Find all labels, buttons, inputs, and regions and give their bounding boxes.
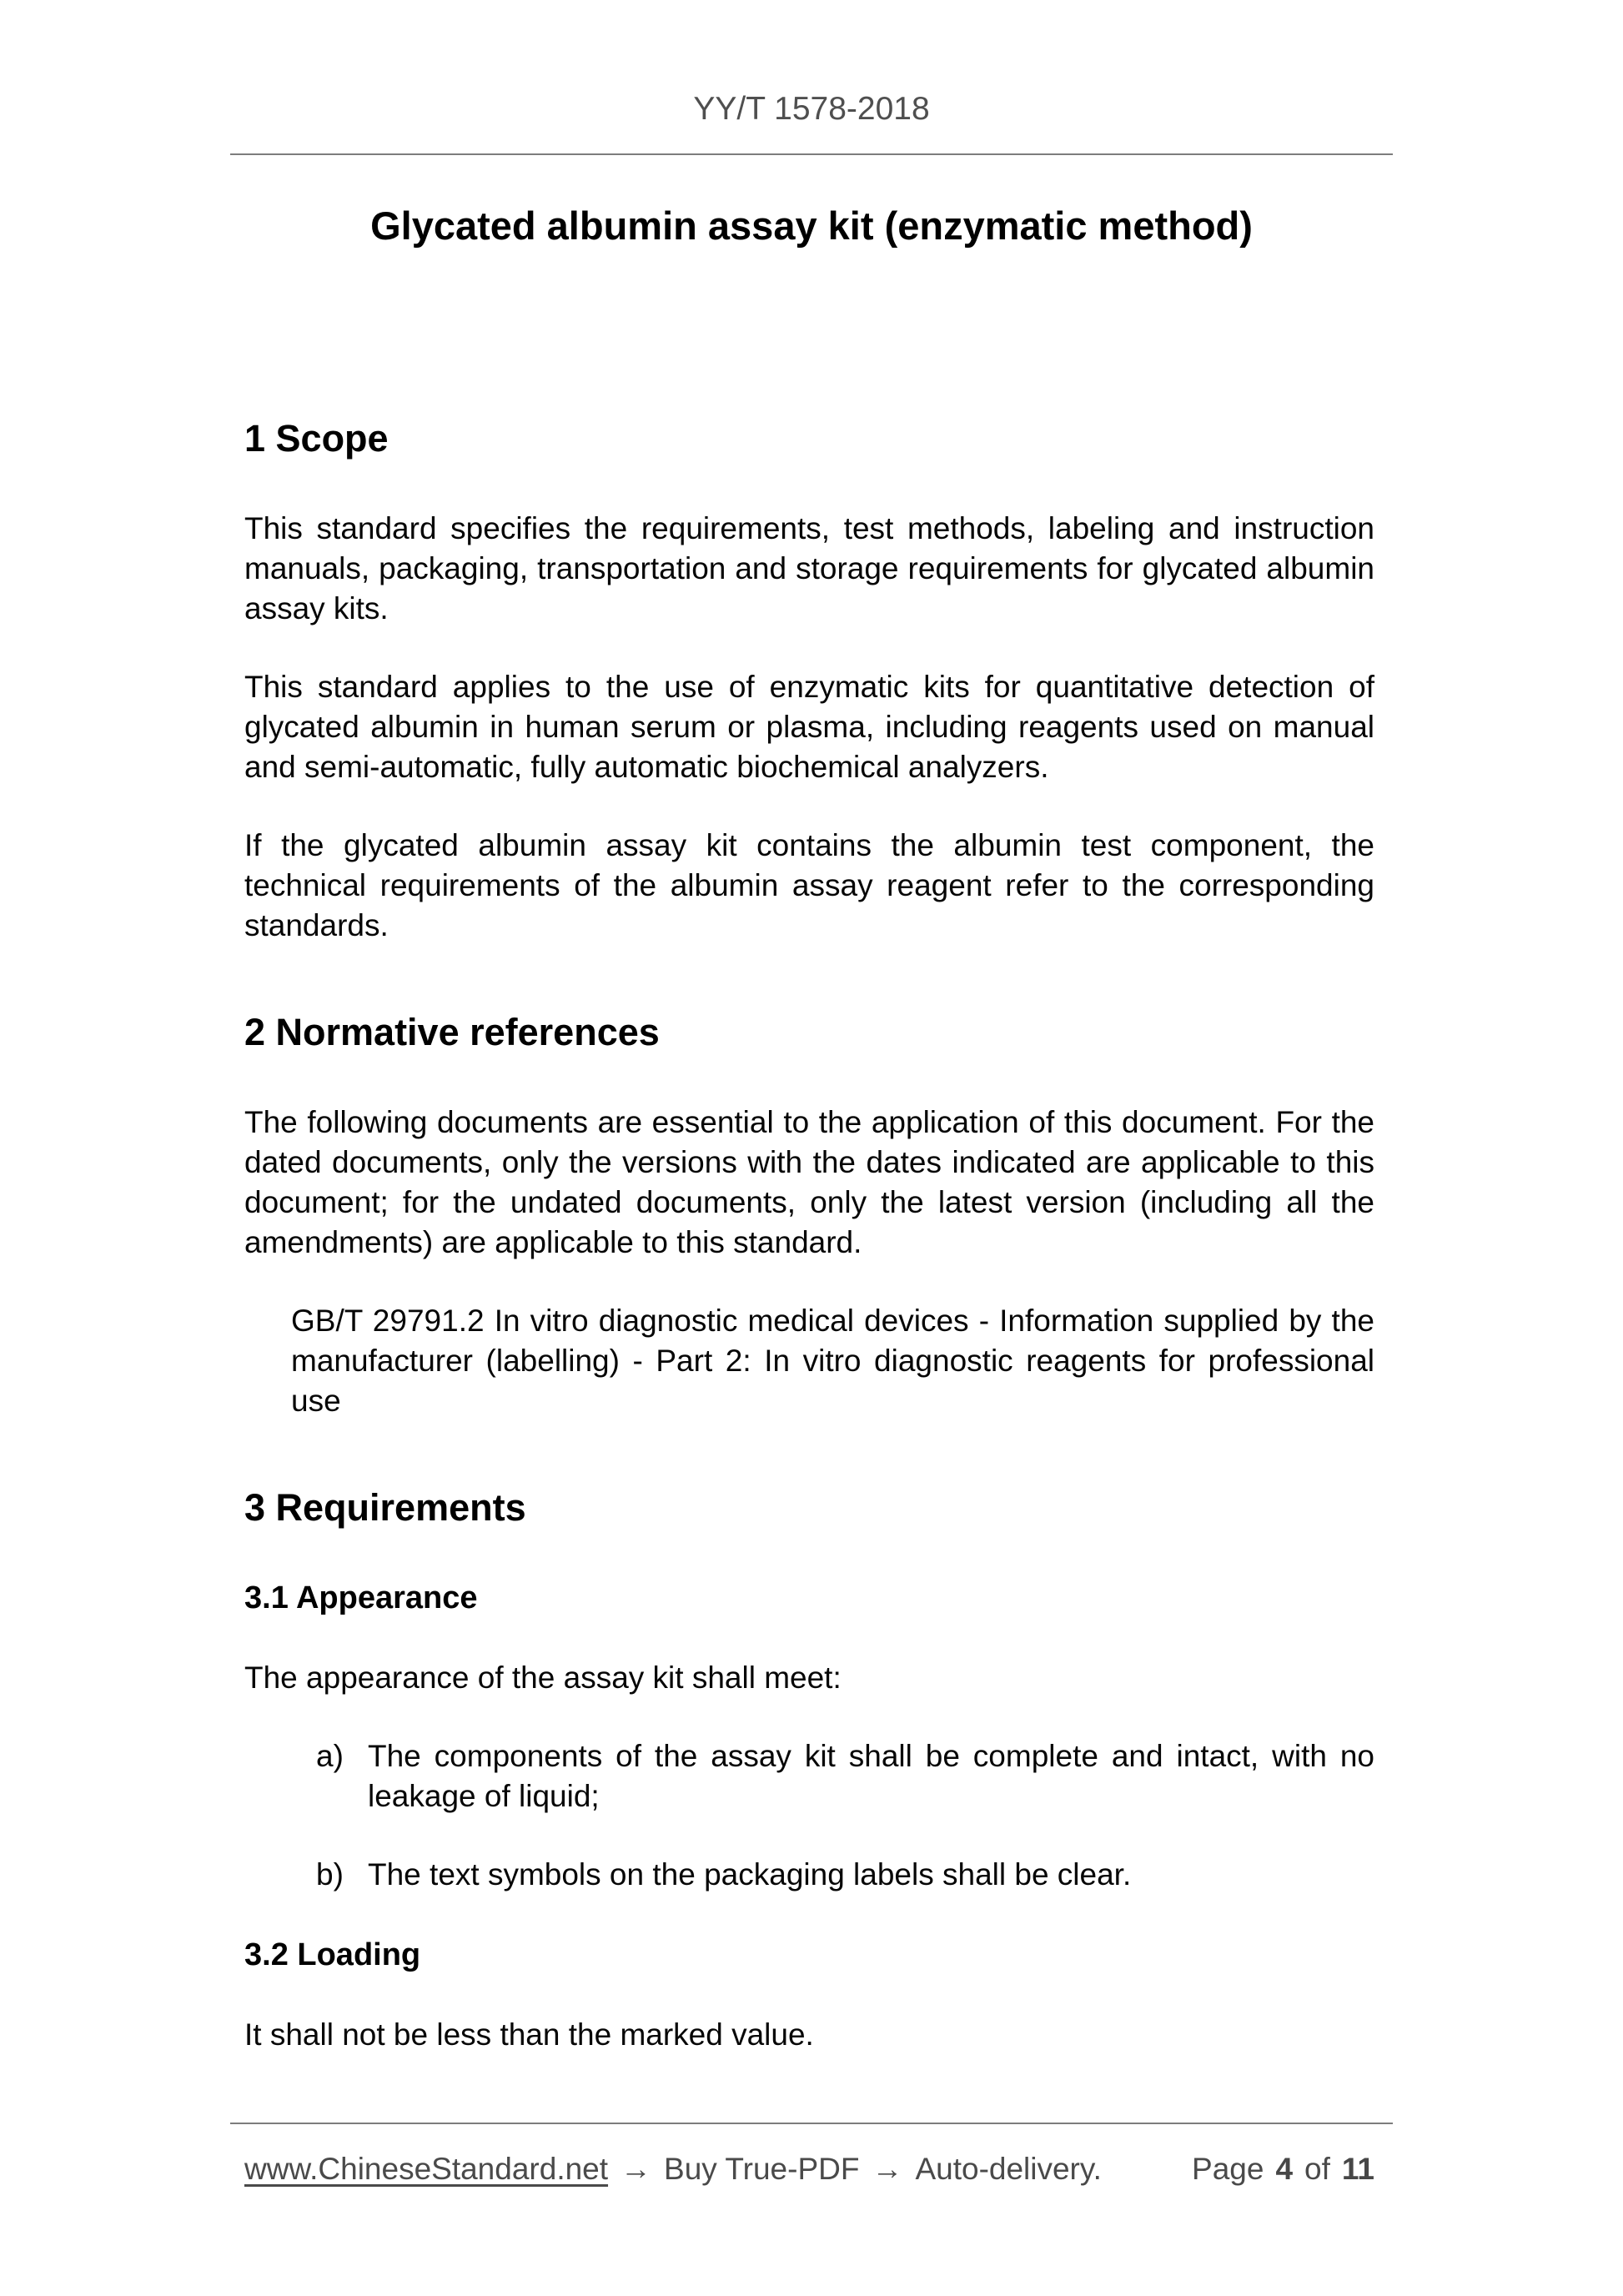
footer-rule bbox=[230, 2123, 1393, 2124]
header-rule bbox=[230, 153, 1393, 155]
subsection-heading-loading: 3.2 Loading bbox=[244, 1937, 421, 1972]
list-marker-b: b) bbox=[316, 1857, 344, 1892]
footer-row bbox=[230, 2150, 1393, 2188]
footer-buy-text: Buy True-PDF bbox=[664, 2152, 860, 2186]
arrow-right-icon: → bbox=[872, 2152, 903, 2186]
list-item-a bbox=[244, 1736, 1374, 1816]
site-link[interactable]: www.ChineseStandard.net bbox=[244, 2152, 609, 2186]
running-header bbox=[230, 90, 1393, 128]
scope-paragraph-2: This standard applies to the use of enzymatic kits for quantitative detection of glycated albumin in human serum or plasma, including reagents used on manual and semi-automatic, fully automatic biochemical analyzers. bbox=[244, 670, 1374, 784]
page-total: 11 bbox=[1341, 2152, 1374, 2186]
list-item-b bbox=[244, 1855, 1374, 1895]
section-heading-normative-references: 2 Normative references bbox=[244, 1011, 660, 1053]
normative-paragraph: The following documents are essential to the application of this document. For the dated documents, only the versions with the dates indicated are applicable to this document; for the undated documents, only the latest version (including all the amendments) are applicable to this standard. bbox=[244, 1105, 1374, 1259]
scope-paragraph-3: If the glycated albumin assay kit contains the albumin test component, the technical requirements of the albumin assay reagent refer to the corresponding standards. bbox=[244, 828, 1374, 942]
loading-paragraph: It shall not be less than the marked value. bbox=[244, 2017, 814, 2052]
subsection-heading-appearance: 3.1 Appearance bbox=[244, 1580, 478, 1615]
document-title: Glycated albumin assay kit (enzymatic method) bbox=[370, 203, 1253, 248]
footer-tagline bbox=[244, 2150, 1102, 2188]
list-marker-a: a) bbox=[316, 1739, 344, 1773]
appearance-intro: The appearance of the assay kit shall meet: bbox=[244, 1660, 842, 1695]
page-label: Page bbox=[1192, 2152, 1264, 2186]
page-footer bbox=[230, 2123, 1393, 2188]
arrow-right-icon: → bbox=[621, 2152, 652, 2186]
page-current: 4 bbox=[1275, 2152, 1294, 2186]
doc-number: YY/T 1578-2018 bbox=[693, 91, 930, 127]
section-heading-requirements: 3 Requirements bbox=[244, 1486, 526, 1529]
page-content bbox=[230, 90, 1393, 2055]
list-text-b: The text symbols on the packaging labels shall be clear. bbox=[368, 1857, 1132, 1892]
footer-delivery-text: Auto-delivery. bbox=[915, 2152, 1102, 2186]
normative-reference: GB/T 29791.2 In vitro diagnostic medical devices - Information supplied by the manufacturer (labelling) - Part 2: In vitro diagnostic reagents for professional use bbox=[291, 1304, 1374, 1418]
list-text-a: The components of the assay kit shall be complete and intact, with no leakage of liquid; bbox=[368, 1739, 1374, 1813]
scope-paragraph-1: This standard specifies the requirements, test methods, labeling and instruction manuals, packaging, transportation and storage requirements for glycated albumin assay kits. bbox=[244, 511, 1374, 625]
page-indicator bbox=[1192, 2150, 1374, 2188]
page-of-label: of bbox=[1304, 2152, 1330, 2186]
section-heading-scope: 1 Scope bbox=[244, 417, 389, 460]
